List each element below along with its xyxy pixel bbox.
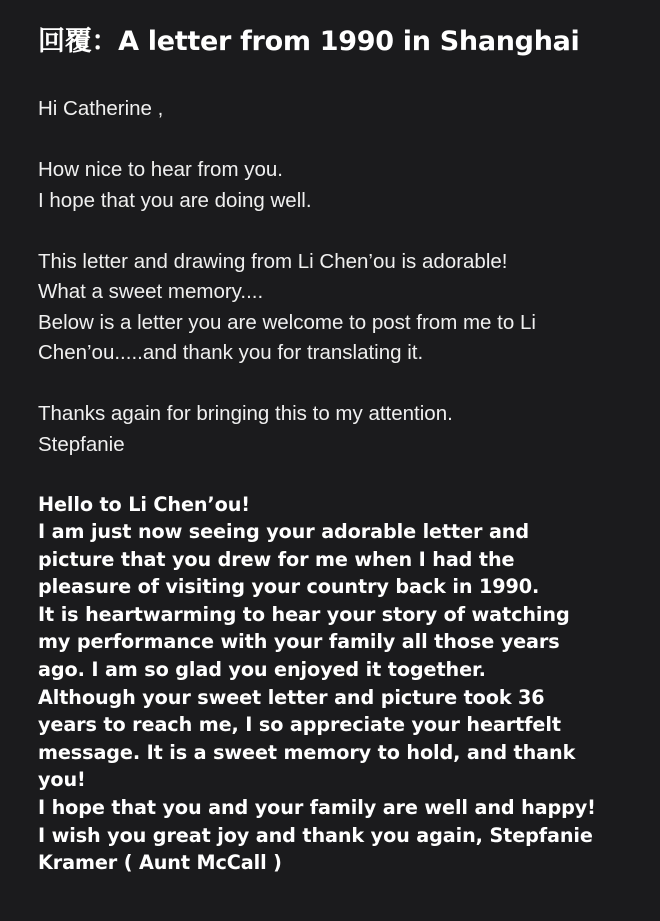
- letter-line: my performance with your family all those years: [38, 630, 560, 654]
- paragraph-gap: [38, 216, 634, 247]
- email-body[interactable]: [38, 94, 634, 877]
- signature-line: Stepfanie: [38, 432, 125, 456]
- letter-line: pleasure of visiting your country back in 1990.: [38, 575, 540, 599]
- paragraph-gap: [38, 125, 634, 156]
- body-line: How nice to hear from you.: [38, 158, 283, 181]
- letter-line: Hello to Li Chen’ou!: [38, 492, 250, 516]
- body-line: Chen’ou.....and thank you for translating it.: [38, 341, 424, 364]
- letter-line: years to reach me, I so appreciate your heartfelt: [38, 713, 561, 737]
- body-line: This letter and drawing from Li Chen’ou is adorable!: [38, 249, 508, 273]
- body-line: Below is a letter you are welcome to post from me to Li: [38, 310, 536, 334]
- letter-line: ago. I am so glad you enjoyed it together.: [38, 658, 486, 682]
- body-line: Thanks again for bringing this to my attention.: [38, 402, 453, 425]
- letter-line: picture that you drew for me when I had the: [38, 547, 515, 571]
- letter-line: I am just now seeing your adorable letter and: [38, 520, 530, 544]
- embedded-letter: [38, 491, 634, 877]
- greeting-line: Hi Catherine ,: [38, 97, 164, 120]
- letter-line: I wish you great joy and thank you again, Stepfanie: [38, 823, 593, 847]
- email-subject: 回覆：A letter from 1990 in Shanghai: [38, 26, 580, 57]
- letter-line: Kramer ( Aunt McCall ): [38, 851, 282, 875]
- letter-line: It is heartwarming to hear your story of watching: [38, 602, 570, 626]
- body-line: I hope that you are doing well.: [38, 188, 312, 212]
- letter-line: I hope that you and your family are well and happy!: [38, 796, 596, 820]
- letter-line: Although your sweet letter and picture took 36: [38, 685, 545, 709]
- paragraph-gap: [38, 369, 634, 400]
- paragraph-gap: [38, 460, 634, 491]
- letter-line: message. It is a sweet memory to hold, and thank: [38, 740, 576, 764]
- letter-line: you!: [38, 768, 86, 792]
- body-line: What a sweet memory....: [38, 280, 264, 303]
